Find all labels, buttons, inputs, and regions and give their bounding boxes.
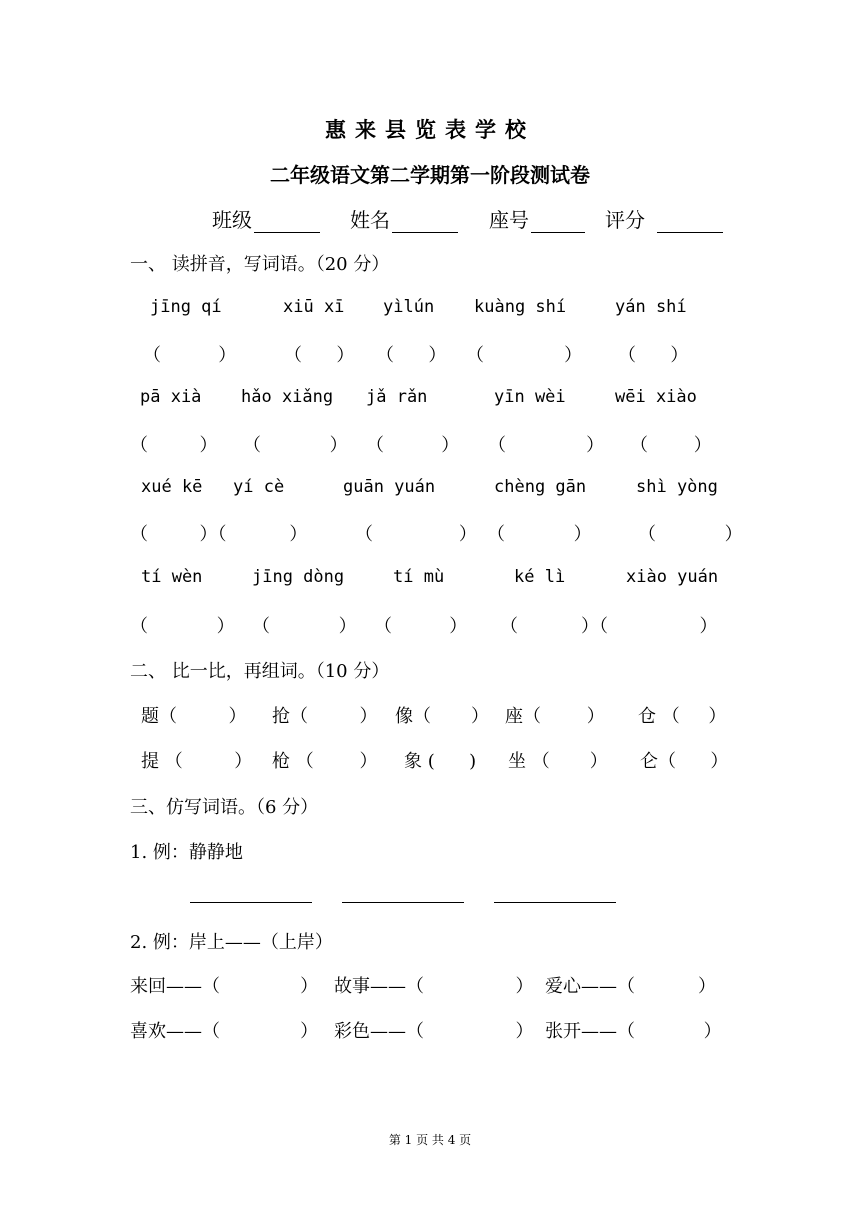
char: 提 <box>141 751 159 772</box>
compare-item <box>505 702 605 728</box>
answer-box[interactable]: （ ） <box>488 435 605 456</box>
section1-title: 一、 读拼音，写词语。（20 分） <box>130 254 390 275</box>
answer-box[interactable]: （ ） <box>376 345 447 366</box>
pinyin: shì yòng <box>636 477 718 497</box>
answer-box[interactable]: （ ） <box>466 345 583 366</box>
compare-item <box>404 747 476 773</box>
answer-box[interactable]: （ ） <box>638 524 743 545</box>
answer-box[interactable]: （ ） <box>487 524 592 545</box>
exam-title: 二年级语文第二学期第一阶段测试卷 <box>270 163 590 187</box>
seat-label: 座号 <box>489 208 529 232</box>
pinyin: xué kē <box>141 477 203 497</box>
answer-box[interactable]: （ ）（ ） <box>500 616 718 637</box>
seat-blank[interactable] <box>531 212 585 233</box>
score-field[interactable] <box>605 204 727 233</box>
answer-box[interactable]: （ ）（ ） <box>130 524 308 545</box>
class-label: 班级 <box>212 208 252 232</box>
pinyin: kuàng shí <box>474 297 567 317</box>
imitate-item <box>545 972 716 998</box>
answer-box[interactable]: （ ） <box>159 751 253 772</box>
pinyin: wēi xiào <box>615 387 697 407</box>
answer-box[interactable]: （ ） <box>617 976 716 997</box>
compare-item <box>508 747 608 773</box>
section2-title: 二、 比一比，再组词。（10 分） <box>130 661 390 682</box>
answer-box[interactable]: （ ） <box>290 751 378 772</box>
char: 座 <box>505 706 523 727</box>
pinyin: yīn wèi <box>494 387 566 407</box>
imitate-item <box>334 972 534 998</box>
answer-line[interactable] <box>342 902 464 903</box>
imitate-item <box>334 1017 534 1043</box>
pinyin: xiū xī <box>283 297 345 317</box>
imitate-item <box>545 1017 722 1043</box>
char: 像 <box>395 706 413 727</box>
pinyin: jīng dòng <box>252 567 345 587</box>
answer-box[interactable]: （ ） <box>202 1021 319 1042</box>
school-name: 惠来县览表学校 <box>325 117 535 142</box>
answer-box[interactable]: （ ） <box>374 616 468 637</box>
answer-box[interactable]: （ ） <box>658 751 729 772</box>
pinyin: jīng qí <box>150 297 222 317</box>
compare-item <box>395 702 489 728</box>
pinyin: yán shí <box>615 297 687 317</box>
pinyin: tí wèn <box>141 567 203 587</box>
answer-box[interactable]: （ ） <box>252 616 357 637</box>
answer-box[interactable]: （ ） <box>366 435 460 456</box>
char: 象 <box>404 751 422 772</box>
answer-box[interactable]: （ ） <box>290 706 378 727</box>
answer-box[interactable]: （ ） <box>130 435 218 456</box>
imitate-item <box>130 972 318 998</box>
answer-box[interactable]: （ ） <box>406 976 534 997</box>
answer-box[interactable]: （ ） <box>284 345 355 366</box>
compare-item <box>272 702 378 728</box>
pinyin: guān yuán <box>343 477 436 497</box>
answer-box[interactable]: （ ） <box>143 345 237 366</box>
word-prompt: 故事—— <box>334 976 406 997</box>
name-blank[interactable] <box>392 212 458 233</box>
answer-box[interactable]: （ ） <box>355 524 477 545</box>
section3-title: 三、仿写词语。（6 分） <box>130 797 319 818</box>
page-number: 第 1 页 共 4 页 <box>388 1133 472 1147</box>
compare-row-1 <box>141 702 247 728</box>
char: 抢 <box>272 706 290 727</box>
char: 题 <box>141 706 159 727</box>
score-blank[interactable] <box>657 212 723 233</box>
pinyin: yìlún <box>383 297 435 317</box>
word-prompt: 彩色—— <box>334 1021 406 1042</box>
example-1: 1. 例：静静地 <box>130 842 243 863</box>
compare-row-2 <box>141 747 252 773</box>
word-prompt: 喜欢—— <box>130 1021 202 1042</box>
pinyin: hǎo xiǎng <box>241 387 334 407</box>
pinyin: jǎ rǎn <box>366 387 428 407</box>
pinyin: ké lì <box>514 567 566 587</box>
answer-box[interactable]: （ ） <box>406 1021 534 1042</box>
char: 仓 <box>638 706 656 727</box>
name-label: 姓名 <box>350 208 390 232</box>
word-prompt: 张开—— <box>545 1021 617 1042</box>
compare-item <box>640 747 728 773</box>
score-label: 评分 <box>605 208 645 232</box>
answer-box[interactable]: （ ） <box>243 435 348 456</box>
answer-line[interactable] <box>190 902 312 903</box>
answer-box[interactable]: （ ） <box>618 345 689 366</box>
compare-item <box>272 747 378 773</box>
answer-box[interactable]: （ ） <box>630 435 712 456</box>
char: 枪 <box>272 751 290 772</box>
answer-box[interactable]: （ ） <box>526 751 608 772</box>
answer-line[interactable] <box>494 902 616 903</box>
pinyin: tí mù <box>393 567 445 587</box>
word-prompt: 爱心—— <box>545 976 617 997</box>
char: 坐 <box>508 751 526 772</box>
char: 仑 <box>640 751 658 772</box>
pinyin: xiào yuán <box>626 567 719 587</box>
pinyin: yí cè <box>233 477 285 497</box>
answer-box[interactable]: （ ） <box>656 706 727 727</box>
imitate-item <box>130 1017 318 1043</box>
class-field[interactable] <box>212 204 324 233</box>
compare-item <box>638 702 726 728</box>
name-field[interactable] <box>350 204 462 233</box>
answer-box[interactable]: （ ） <box>202 976 319 997</box>
answer-box[interactable]: （ ） <box>413 706 490 727</box>
answer-box[interactable]: （ ） <box>523 706 605 727</box>
seat-field[interactable] <box>489 204 589 233</box>
word-prompt: 来回—— <box>130 976 202 997</box>
class-blank[interactable] <box>254 212 320 233</box>
answer-box[interactable]: ( ) <box>422 751 477 772</box>
answer-box[interactable]: （ ） <box>130 616 235 637</box>
answer-box[interactable]: （ ） <box>159 706 247 727</box>
answer-box[interactable]: （ ） <box>617 1021 722 1042</box>
pinyin: pā xià <box>140 387 202 407</box>
example-2: 2. 例：岸上——（上岸） <box>130 932 333 953</box>
pinyin: chèng gān <box>494 477 587 497</box>
